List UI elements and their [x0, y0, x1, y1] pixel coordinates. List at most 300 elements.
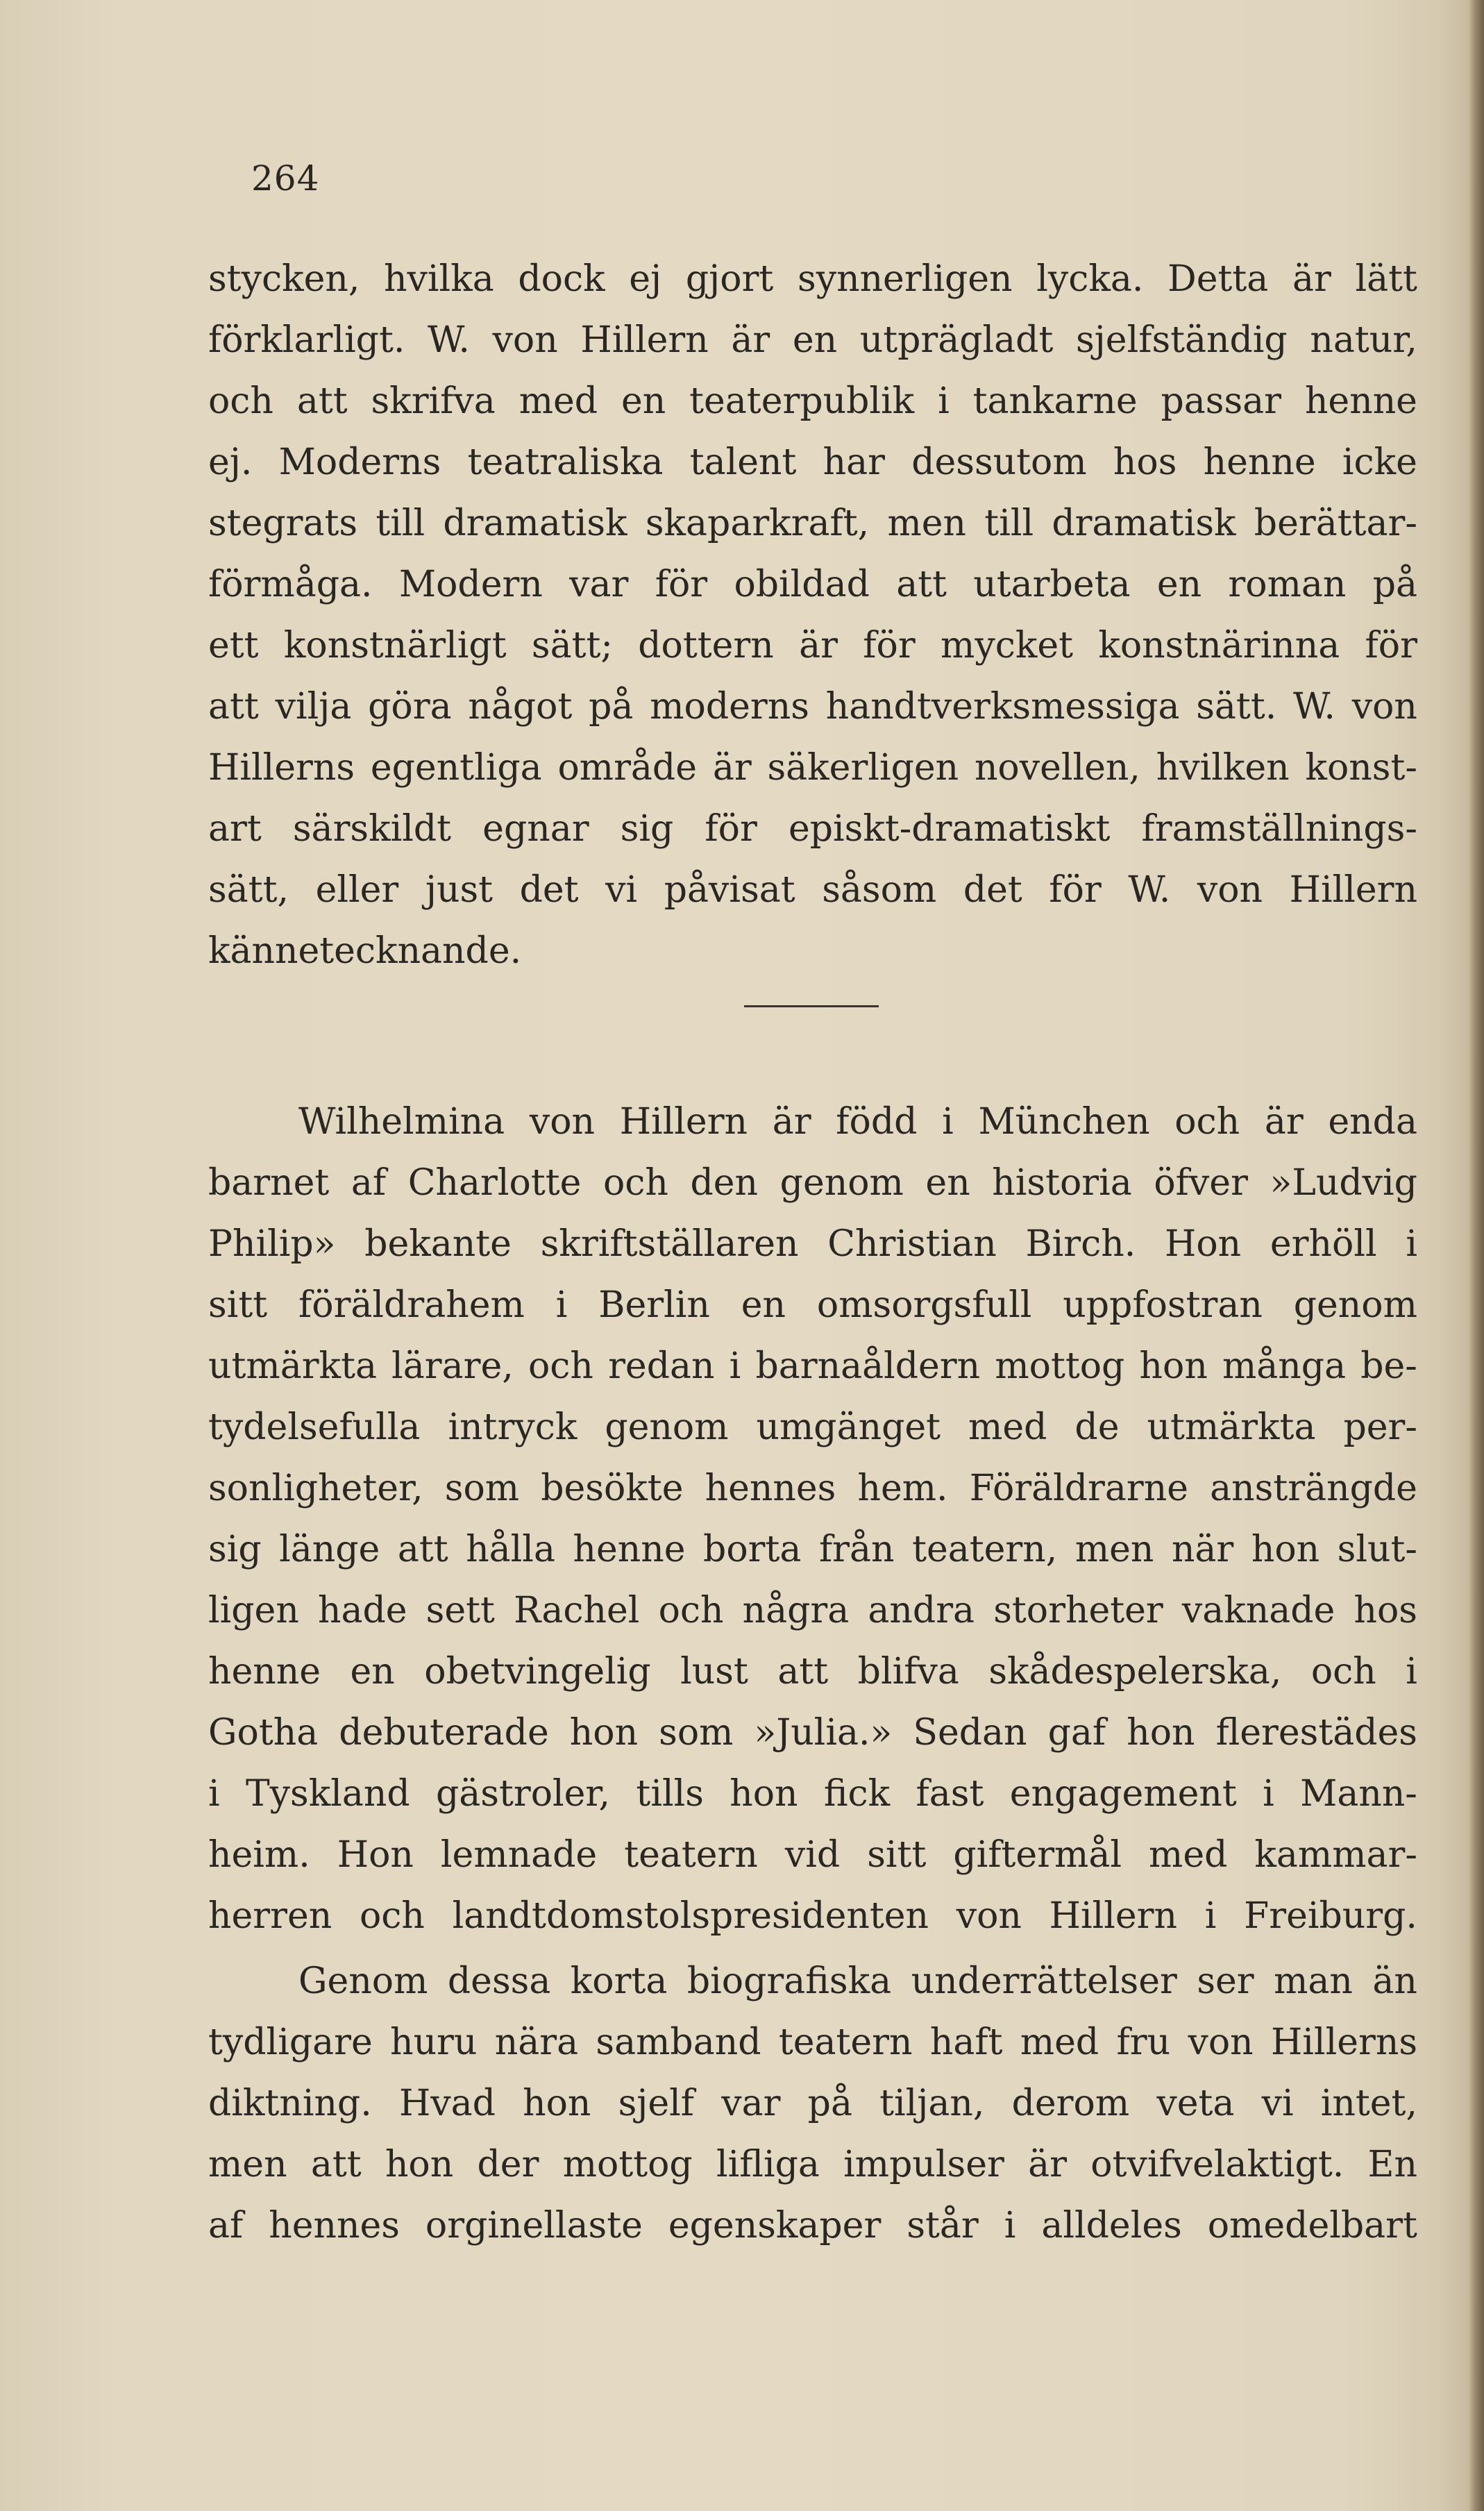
word: underrättelser — [911, 1960, 1177, 2002]
word: kammar- — [1254, 1834, 1417, 1876]
word: och — [359, 1895, 425, 1937]
word: engagement — [1009, 1773, 1237, 1815]
paragraph-1 — [208, 249, 1417, 982]
word: framställnings- — [1141, 808, 1417, 850]
word: W. — [428, 319, 470, 361]
word: Hillern — [580, 319, 709, 361]
word: på — [589, 686, 634, 728]
word: henne — [1304, 380, 1417, 422]
word: för — [1049, 869, 1102, 911]
word: men — [887, 503, 967, 544]
word: per- — [1343, 1406, 1417, 1448]
word: med — [1149, 1834, 1228, 1876]
word: alldeles — [1041, 2205, 1182, 2247]
word: genom — [779, 1162, 904, 1204]
word: hon — [1251, 1529, 1320, 1570]
word: utmärkta — [1147, 1406, 1316, 1448]
word: korta — [570, 1960, 668, 2002]
word: Gotha — [208, 1712, 319, 1754]
word: tydligare — [208, 2022, 373, 2063]
word: omedelbart — [1207, 2205, 1417, 2247]
word: skådespelerska, — [988, 1651, 1282, 1693]
word: intryck — [448, 1406, 577, 1448]
text-line — [208, 1519, 1417, 1580]
word: hos — [1354, 1590, 1417, 1631]
word: att — [777, 1651, 829, 1693]
word: mycket — [941, 625, 1074, 666]
word: En — [1367, 2144, 1417, 2185]
word: Mann- — [1300, 1773, 1417, 1815]
word: från — [818, 1529, 895, 1570]
page-edge-shadow — [1469, 0, 1484, 2511]
word: är — [1292, 258, 1331, 300]
word: förklarligt. — [208, 319, 405, 361]
word: moderns — [650, 686, 809, 728]
word: eller — [315, 869, 399, 911]
word: herren — [208, 1895, 332, 1937]
word: otvifvelaktigt. — [1090, 2144, 1344, 2185]
word: i — [1406, 1651, 1417, 1693]
word: sitt — [867, 1834, 927, 1876]
word: orginellaste — [425, 2205, 643, 2247]
word: hennes — [705, 1468, 836, 1509]
text-line — [208, 554, 1417, 615]
word: andra — [868, 1590, 975, 1631]
word: till — [984, 503, 1034, 544]
word: samband — [596, 2022, 761, 2063]
word: genom — [605, 1406, 729, 1448]
word: »Ludvig — [1270, 1162, 1417, 1204]
text-line — [208, 2012, 1417, 2073]
word: för — [705, 808, 757, 850]
word: diktning. — [208, 2083, 372, 2124]
word: genom — [1293, 1284, 1417, 1326]
word: att — [310, 2144, 362, 2185]
word: just — [425, 869, 494, 911]
word: lemnade — [440, 1834, 598, 1876]
paragraph-2 — [208, 1091, 1417, 1947]
word: sitt — [208, 1284, 268, 1326]
word: hon — [1127, 1712, 1195, 1754]
word: hon — [569, 1712, 639, 1754]
word: tiljan, — [879, 2083, 985, 2124]
word: i — [1406, 1223, 1417, 1265]
word: länge — [279, 1529, 380, 1570]
word: sjelf — [618, 2083, 695, 2124]
word: hon — [523, 2083, 591, 2124]
word: i — [1263, 1773, 1274, 1815]
word: hennes — [269, 2205, 400, 2247]
word: dessa — [447, 1960, 551, 2002]
word: gästroler, — [435, 1773, 611, 1815]
word: och — [208, 380, 273, 422]
word: tydelsefulla — [208, 1406, 421, 1448]
word: många — [1222, 1345, 1347, 1387]
word: dramatisk — [1052, 503, 1236, 544]
word: föräldrahem — [298, 1284, 525, 1326]
word: W. — [1128, 869, 1171, 911]
word: flerestädes — [1215, 1712, 1417, 1754]
word: är — [799, 625, 838, 666]
word: derom — [1011, 2083, 1130, 2124]
word: att — [896, 564, 947, 605]
word: lätt — [1355, 258, 1417, 300]
text-line — [208, 1580, 1417, 1641]
word: obildad — [734, 564, 870, 605]
word: skrifva — [371, 380, 496, 422]
word: är — [1028, 2144, 1067, 2185]
word: var — [721, 2083, 781, 2124]
text-line — [208, 1763, 1417, 1824]
word: von — [1197, 869, 1263, 911]
word: af — [208, 2205, 244, 2247]
text-line — [208, 1702, 1417, 1763]
word: utprägladt — [859, 319, 1054, 361]
word: talent — [689, 442, 797, 483]
word: sonligheter, — [208, 1468, 423, 1509]
word: ser — [1197, 1960, 1254, 2002]
text-line — [208, 371, 1417, 432]
word: skriftställaren — [540, 1223, 799, 1265]
word: i — [1004, 2205, 1016, 2247]
word: göra — [368, 686, 452, 728]
word: egenskaper — [668, 2205, 882, 2247]
word: besökte — [541, 1468, 684, 1509]
word: Hvad — [398, 2083, 496, 2124]
word: ej — [629, 258, 662, 300]
word: påvisat — [664, 869, 795, 911]
word: och — [658, 1590, 724, 1631]
word: huru — [390, 2022, 478, 2063]
word: det — [963, 869, 1022, 911]
word: stycken, — [208, 258, 360, 300]
word: teatern — [624, 1834, 758, 1876]
word: debuterade — [339, 1712, 549, 1754]
word: det — [519, 869, 579, 911]
text-line — [208, 1951, 1417, 2012]
word: dottern — [638, 625, 774, 666]
text-line — [208, 737, 1417, 798]
text-line — [208, 1824, 1417, 1886]
word: men — [1074, 1529, 1154, 1570]
text-line — [208, 310, 1417, 371]
word: sätt; — [531, 625, 613, 666]
word: tankarne — [972, 380, 1138, 422]
word: vilja — [275, 686, 352, 728]
word: är — [712, 747, 752, 789]
word: lycka. — [1036, 258, 1144, 300]
word: utarbeta — [973, 564, 1131, 605]
text-line — [208, 2073, 1417, 2134]
word: icke — [1342, 442, 1417, 483]
word: på — [807, 2083, 852, 2124]
word: art — [208, 808, 262, 850]
word: mottog — [995, 1345, 1125, 1387]
word: vi — [1261, 2083, 1294, 2124]
word: var — [569, 564, 629, 605]
word: teatern, — [912, 1529, 1058, 1570]
word: för — [1365, 625, 1417, 666]
word: i — [729, 1345, 741, 1387]
word: nära — [494, 2022, 579, 2063]
word: konstnärligt — [283, 625, 507, 666]
word: barnaåldern — [755, 1345, 981, 1387]
word: redan — [608, 1345, 715, 1387]
word: teatern — [778, 2022, 913, 2063]
word: Hon — [1165, 1223, 1242, 1265]
word: hon — [1139, 1345, 1208, 1387]
word: giftermål — [953, 1834, 1122, 1876]
word: hos — [1113, 442, 1177, 483]
word: kännetecknande. — [208, 930, 522, 972]
word: historia — [992, 1162, 1132, 1204]
page-number: 264 — [251, 158, 320, 199]
word: fick — [823, 1773, 891, 1815]
section-divider — [744, 1005, 879, 1007]
word: hon — [730, 1773, 798, 1815]
paragraph-3 — [208, 1951, 1417, 2256]
text-line — [208, 615, 1417, 676]
word: W. — [1293, 686, 1335, 728]
word: Hillerns — [1270, 2022, 1417, 2063]
word: dessutom — [911, 442, 1087, 483]
text-line — [208, 921, 1417, 982]
word: sätt. — [1196, 686, 1277, 728]
word: umgänget — [756, 1406, 941, 1448]
word: något — [468, 686, 573, 728]
word: Modern — [398, 564, 543, 605]
word: är — [1264, 1101, 1304, 1143]
word: episkt-dramatiskt — [788, 808, 1111, 850]
word: skaparkraft, — [645, 503, 870, 544]
word: natur, — [1310, 319, 1417, 361]
text-line — [208, 1275, 1417, 1336]
word: lifliga — [716, 2144, 820, 2185]
text-line — [208, 249, 1417, 310]
word: för — [655, 564, 708, 605]
word: mottog — [562, 2144, 693, 2185]
word: vaknade — [1181, 1590, 1335, 1631]
word: Freiburg. — [1244, 1895, 1417, 1937]
word: man — [1274, 1960, 1353, 2002]
word: sjelfständig — [1075, 319, 1288, 361]
word: dramatisk — [443, 503, 627, 544]
word: enda — [1328, 1101, 1417, 1143]
word: impulser — [843, 2144, 1004, 2185]
word: Föräldrarne — [969, 1468, 1189, 1509]
word: som — [444, 1468, 520, 1509]
word: Hillern — [1289, 869, 1417, 911]
word: Birch. — [1025, 1223, 1136, 1265]
word: be- — [1360, 1345, 1417, 1387]
word: Christian — [827, 1223, 997, 1265]
word: hade — [317, 1590, 407, 1631]
word: än — [1372, 1960, 1417, 2002]
word: biografiska — [686, 1960, 892, 2002]
word: af — [351, 1162, 387, 1204]
word: Hillern — [619, 1101, 748, 1143]
word: barnet — [208, 1162, 330, 1204]
word: Philip» — [208, 1223, 336, 1265]
word: Sedan — [913, 1712, 1027, 1754]
word: dock — [518, 258, 605, 300]
word: öfver — [1154, 1162, 1248, 1204]
word: vi — [605, 869, 638, 911]
text-line — [208, 1458, 1417, 1519]
word: med — [518, 380, 598, 422]
word: konst- — [1305, 747, 1417, 789]
word: henne — [1203, 442, 1316, 483]
word: sig — [620, 808, 674, 850]
word: ej. — [208, 442, 253, 483]
word: fast — [916, 1773, 984, 1815]
word: särskildt — [292, 808, 452, 850]
word: en — [1156, 564, 1202, 605]
word: den — [690, 1162, 759, 1204]
word: Wilhelmina — [298, 1101, 505, 1143]
word: förmåga. — [208, 564, 373, 605]
text-line — [208, 1091, 1417, 1152]
word: veta — [1156, 2083, 1235, 2124]
word: intet, — [1320, 2083, 1417, 2124]
word: en — [350, 1651, 395, 1693]
word: på — [1372, 564, 1417, 605]
word: är — [772, 1101, 811, 1143]
word: hålla — [466, 1529, 555, 1570]
word: sig — [208, 1529, 262, 1570]
word: Detta — [1167, 258, 1269, 300]
word: sett — [425, 1590, 495, 1631]
word: Charlotte — [407, 1162, 582, 1204]
word: säkerligen — [767, 747, 959, 789]
word: utmärkta — [208, 1345, 377, 1387]
word: der — [477, 2144, 539, 2185]
word: gaf — [1047, 1712, 1106, 1754]
word: »Julia.» — [754, 1712, 893, 1754]
word: och — [602, 1162, 668, 1204]
word: Hillern — [1049, 1895, 1178, 1937]
word: borta — [703, 1529, 802, 1570]
word: att — [296, 380, 348, 422]
word: i — [938, 380, 950, 422]
word: ligen — [208, 1590, 299, 1631]
word: tills — [636, 1773, 704, 1815]
text-line — [208, 1213, 1417, 1275]
text-line — [208, 2195, 1417, 2256]
word: teatraliska — [467, 442, 664, 483]
word: München — [978, 1101, 1150, 1143]
word: och — [1174, 1101, 1240, 1143]
word: i — [1204, 1895, 1217, 1937]
word: hvilka — [384, 258, 494, 300]
word: område — [557, 747, 697, 789]
word: är — [731, 319, 770, 361]
word: Hon — [337, 1834, 414, 1876]
word: stegrats — [208, 503, 358, 544]
word: att — [397, 1529, 448, 1570]
word: blifva — [857, 1651, 959, 1693]
word: vid — [784, 1834, 841, 1876]
word: uppfostran — [1063, 1284, 1263, 1326]
word: såsom — [822, 869, 937, 911]
text-line — [208, 676, 1417, 737]
word: Berlin — [598, 1284, 710, 1326]
word: erhöll — [1270, 1223, 1377, 1265]
text-line — [208, 493, 1417, 554]
text-line — [208, 1886, 1417, 1947]
text-line — [208, 1641, 1417, 1702]
word: men — [208, 2144, 287, 2185]
word: fru — [1116, 2022, 1171, 2063]
word: och — [528, 1345, 593, 1387]
word: hvilken — [1156, 747, 1290, 789]
word: egnar — [482, 808, 589, 850]
word: sätt, — [208, 869, 289, 911]
word: för — [863, 625, 916, 666]
word: att — [208, 686, 259, 728]
word: handtverksmessiga — [825, 686, 1180, 728]
word: en — [621, 380, 666, 422]
word: ett — [208, 625, 259, 666]
word: en — [741, 1284, 786, 1326]
word: med — [1020, 2022, 1099, 2063]
word: storheter — [993, 1590, 1163, 1631]
word: i — [942, 1101, 954, 1143]
word: en — [792, 319, 838, 361]
word: bekante — [364, 1223, 512, 1265]
word: von — [1351, 686, 1417, 728]
word: gjort — [685, 258, 774, 300]
word: i — [555, 1284, 568, 1326]
word: Genom — [298, 1960, 428, 2002]
word: teaterpublik — [689, 380, 915, 422]
text-line — [208, 2134, 1417, 2195]
word: henne — [208, 1651, 321, 1693]
word: synnerligen — [798, 258, 1013, 300]
word: obetvingelig — [424, 1651, 651, 1693]
word: lust — [680, 1651, 748, 1693]
word: egentliga — [370, 747, 542, 789]
text-line — [208, 432, 1417, 493]
word: landtdomstolspresidenten — [452, 1895, 929, 1937]
word: född — [836, 1101, 918, 1143]
word: de — [1074, 1406, 1120, 1448]
word: när — [1171, 1529, 1234, 1570]
word: novellen, — [974, 747, 1140, 789]
word: står — [907, 2205, 979, 2247]
word: berättar- — [1254, 503, 1417, 544]
word: von — [956, 1895, 1022, 1937]
word: heim. — [208, 1834, 310, 1876]
word: von — [1188, 2022, 1254, 2063]
word: till — [376, 503, 425, 544]
word: lärare, — [391, 1345, 514, 1387]
word: Tyskland — [245, 1773, 410, 1815]
word: konstnärinna — [1098, 625, 1340, 666]
word: von — [492, 319, 558, 361]
word: haft — [929, 2022, 1003, 2063]
word: Moderns — [278, 442, 441, 483]
word: Rachel — [514, 1590, 640, 1631]
word: passar — [1161, 380, 1282, 422]
text-line — [208, 1336, 1417, 1397]
word: roman — [1228, 564, 1347, 605]
word: och — [1310, 1651, 1376, 1693]
word: hem. — [857, 1468, 948, 1509]
word: slut- — [1337, 1529, 1417, 1570]
word: omsorgsfull — [816, 1284, 1032, 1326]
word: ansträngde — [1210, 1468, 1417, 1509]
